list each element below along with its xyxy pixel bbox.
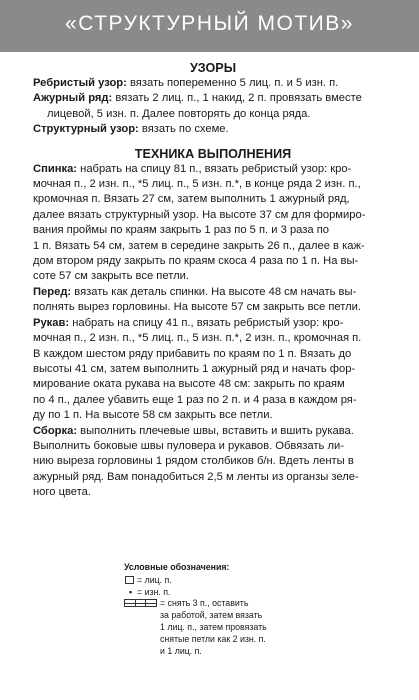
back-label: Спинка:	[33, 162, 78, 175]
purl-symbol-icon: •	[128, 586, 133, 597]
sleeve-line-5: по 4 п., далее убавить еще 1 раз по 2 п. и 4 раза в каждом ря-	[33, 393, 357, 406]
legend-purl	[124, 587, 324, 599]
assembly-line-4: ного цвета.	[33, 486, 91, 499]
assembly-line-3: ажурный ряд. Вам понадобиться 2,5 м ленты из органзы зеле-	[33, 470, 359, 483]
lace-line2: лицевой, 5 изн. п. Далее повторять до конца ряда.	[47, 107, 311, 120]
back-line-3: далее вязать структурный узор. На высоте 37 см для формиро-	[33, 208, 366, 221]
rib-label: Ребристый узор:	[33, 77, 127, 89]
legend-cross-line-1: 1 лиц. п., затем провязать	[160, 621, 267, 632]
back-line-5: 1 п. Вязать 54 см, затем в середине закрыть 26 п., далее в каж-	[33, 239, 365, 252]
struct-pattern	[33, 122, 393, 137]
front-label: Перед:	[33, 285, 72, 298]
assembly-line-0	[33, 424, 393, 439]
legend-purl-text: = изн. п.	[137, 586, 171, 597]
front-line-1: полнять вырез горловины. На высоте 57 см закрыть все петли.	[33, 301, 362, 314]
header-bar	[0, 0, 419, 52]
lace-label: Ажурный ряд:	[33, 92, 113, 105]
legend-cross-line-2: снятые петли как 2 изн. п.	[160, 633, 266, 644]
cross-stitch-symbol-icon	[124, 599, 157, 607]
legend-cross-line-3: и 1 лиц. п.	[160, 645, 202, 656]
rib-pattern	[33, 76, 393, 91]
assembly-label: Сборка:	[33, 424, 78, 437]
lace-line1: вязать 2 лиц. п., 1 накид, 2 п. провязать вместе	[115, 92, 362, 105]
back-line-6: дом втором ряду закрыть по краям скоса 4 раза по 1 п. На вы-	[33, 255, 359, 268]
sleeve-label: Рукав:	[33, 316, 70, 329]
legend-knit-text: = лиц. п.	[137, 574, 172, 585]
back-line-0	[33, 162, 393, 177]
back-line-2: кромочная п. Вязать 27 см, затем выполнить 1 ажурный ряд,	[33, 193, 350, 206]
sleeve-line-2: В каждом шестом ряду прибавить по краям по 1 п. Вязать до	[33, 347, 352, 360]
lace-row	[33, 91, 393, 106]
knit-symbol-icon	[125, 576, 134, 584]
front-text: вязать как деталь спинки. На высоте 48 см начать вы-	[74, 285, 357, 298]
struct-text: вязать по схеме.	[141, 123, 229, 136]
sleeve-line-1: мочная п., 2 изн. п., *5 лиц. п., 5 изн. п.*, 2 изн. п., кромочная п.	[33, 332, 362, 345]
back-line-1: мочная п., 2 изн. п., *5 лиц. п., 5 изн. п.*, в конце ряда 2 изн. п.,	[33, 178, 361, 191]
assembly-text: выполнить плечевые швы, вставить и вшить рукава.	[80, 424, 354, 437]
sleeve-line-0	[33, 316, 393, 331]
rib-text: вязать попеременно 5 лиц. п. и 5 изн. п.	[129, 77, 339, 89]
legend-title: Условные обозначения:	[124, 562, 230, 572]
sleeve-line-3: высоты 41 см, затем выполнить 1 ажурный ряд и начать фор-	[33, 362, 356, 375]
back-line-4: вания проймы по краям закрыть 1 раз по 5 п. и 3 раза по	[33, 224, 330, 237]
assembly-line-1: Выполнить боковые швы пуловера и рукавов. Обвязать ли-	[33, 439, 344, 452]
page-title: «СТРУКТУРНЫЙ МОТИВ»	[65, 12, 354, 35]
patterns-heading: УЗОРЫ	[189, 61, 237, 75]
sleeve-text: набрать на спицу 41 п., вязать ребристый узор: кро-	[72, 316, 344, 329]
struct-label: Структурный узор:	[33, 123, 139, 136]
legend-cross-line1: = снять 3 п., оставить	[160, 598, 249, 609]
legend	[124, 562, 324, 657]
legend-cross	[124, 598, 324, 610]
front-line-0	[33, 285, 393, 300]
legend-knit	[124, 575, 324, 587]
sleeve-line-6: ду по 1 п. На высоте 58 см закрыть все петли.	[33, 409, 273, 422]
legend-cross-line-0: за работой, затем вязать	[160, 610, 263, 621]
article-body	[33, 61, 393, 501]
back-text: набрать на спицу 81 п., вязать ребристый узор: кро-	[80, 162, 352, 175]
assembly-line-2: нию выреза горловины 1 рядом столбиков б/н. Вдеть ленты в	[33, 455, 354, 468]
technique-heading: ТЕХНИКА ВЫПОЛНЕНИЯ	[134, 146, 292, 161]
sleeve-line-4: мирование оката рукава на высоте 48 см: закрыть по краям	[33, 378, 345, 391]
back-line-7: соте 57 см закрыть все петли.	[33, 270, 189, 283]
